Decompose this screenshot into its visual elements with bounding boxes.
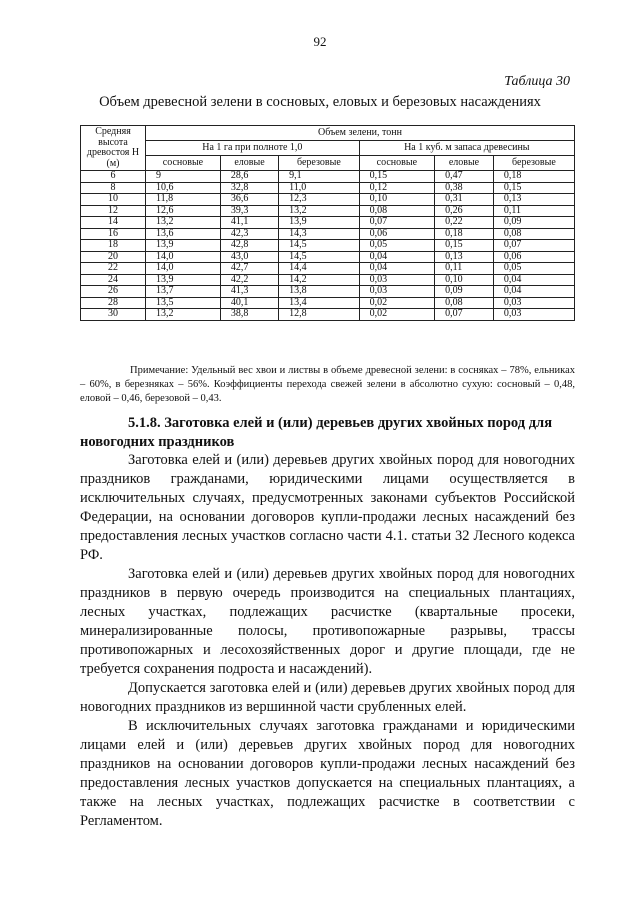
table-title: Объем древесной зелени в сосновых, еловых и березовых насаждениях <box>99 94 541 110</box>
table-cell: 14,3 <box>279 228 359 240</box>
table-cell: 0,03 <box>359 274 434 286</box>
table-cell: 0,18 <box>493 171 574 183</box>
table-cell: 10 <box>81 194 146 206</box>
table-cell: 0,07 <box>359 217 434 229</box>
table-cell: 0,04 <box>359 251 434 263</box>
table-label: Таблица 30 <box>504 74 570 89</box>
table-cell: 14,0 <box>146 251 221 263</box>
table-cell: 0,10 <box>435 274 494 286</box>
table-cell: 14,5 <box>279 240 359 252</box>
table-cell: 14,0 <box>146 263 221 275</box>
table-cell: 12,6 <box>146 205 221 217</box>
table-cell: 13,7 <box>146 286 221 298</box>
table-cell: 0,06 <box>493 251 574 263</box>
table-cell: 42,8 <box>220 240 278 252</box>
page-number: 92 <box>313 34 327 49</box>
table-cell: 10,6 <box>146 182 221 194</box>
table-cell: 42,2 <box>220 274 278 286</box>
subcol-header: сосновые <box>146 156 221 171</box>
table-row <box>81 286 575 298</box>
table-cell: 14,5 <box>279 251 359 263</box>
table-cell: 0,03 <box>493 297 574 309</box>
table-cell: 12,8 <box>279 309 359 321</box>
table-cell: 13,9 <box>146 274 221 286</box>
table-cell: 0,05 <box>359 240 434 252</box>
table-cell: 0,38 <box>435 182 494 194</box>
subcol-header: еловые <box>435 156 494 171</box>
table-cell: 0,03 <box>493 309 574 321</box>
subcol-header: березовые <box>279 156 359 171</box>
table-cell: 0,07 <box>435 309 494 321</box>
table-cell: 42,7 <box>220 263 278 275</box>
col-header-height: Средняя высота древостоя Н (м) <box>81 126 146 171</box>
table-cell: 42,3 <box>220 228 278 240</box>
table-cell: 0,04 <box>493 274 574 286</box>
group-header-per-m3: На 1 куб. м запаса древесины <box>359 141 574 156</box>
table-row <box>81 297 575 309</box>
paragraph: В исключительных случаях заготовка гражданами и юридическими лицами елей и (или) деревьев других хвойных пород для новогодних праздников на основании договоров купли-продажи лесных насаждений без предоставления лесных участков допускается на специальных плантациях, а также на лесных участках, подлежащих расчистке в соответствии с Регламентом. <box>80 718 575 829</box>
table-cell: 24 <box>81 274 146 286</box>
table-cell: 14 <box>81 217 146 229</box>
subcol-header: еловые <box>220 156 278 171</box>
table-cell: 0,13 <box>493 194 574 206</box>
table-cell: 0,15 <box>435 240 494 252</box>
table-row <box>81 194 575 206</box>
table-cell: 0,15 <box>493 182 574 194</box>
table-cell: 28 <box>81 297 146 309</box>
paragraph: Заготовка елей и (или) деревьев других хвойных пород для новогодних праздников в первую очередь производится на специальных плантациях, лесных участках, подлежащих расчистке (квартальные просеки, минерализированные полосы, противопожарные разрывы, трассы противопожарных и лесохозяйственных дорог и другие площади, где не требуется сохранения подроста и насаждений). <box>80 566 575 677</box>
table-cell: 41,1 <box>220 217 278 229</box>
table-cell: 13,8 <box>279 286 359 298</box>
table-cell: 14,4 <box>279 263 359 275</box>
table-cell: 13,2 <box>146 309 221 321</box>
table-cell: 26 <box>81 286 146 298</box>
table-row <box>81 309 575 321</box>
table-cell: 0,18 <box>435 228 494 240</box>
table-cell: 36,6 <box>220 194 278 206</box>
table-cell: 13,2 <box>279 205 359 217</box>
table-cell: 13,9 <box>146 240 221 252</box>
body-text <box>80 451 575 831</box>
table-cell: 0,04 <box>359 263 434 275</box>
table-cell: 13,9 <box>279 217 359 229</box>
table-cell: 11,0 <box>279 182 359 194</box>
table-cell: 16 <box>81 228 146 240</box>
table-cell: 0,03 <box>359 286 434 298</box>
table-cell: 0,09 <box>435 286 494 298</box>
table-cell: 18 <box>81 240 146 252</box>
table-row <box>81 228 575 240</box>
table-cell: 0,07 <box>493 240 574 252</box>
table-cell: 0,12 <box>359 182 434 194</box>
table-cell: 11,8 <box>146 194 221 206</box>
table-cell: 9,1 <box>279 171 359 183</box>
paragraph: Допускается заготовка елей и (или) деревьев других хвойных пород для новогодних праздников из вершинной части срубленных елей. <box>80 680 575 715</box>
table-row <box>81 205 575 217</box>
table-row <box>81 274 575 286</box>
table-cell: 0,47 <box>435 171 494 183</box>
table-cell: 0,08 <box>435 297 494 309</box>
table-cell: 0,06 <box>359 228 434 240</box>
table-row <box>81 182 575 194</box>
group-header-per-ha: На 1 га при полноте 1,0 <box>146 141 360 156</box>
table-cell: 12 <box>81 205 146 217</box>
table-cell: 9 <box>146 171 221 183</box>
subcol-header: сосновые <box>359 156 434 171</box>
table-cell: 0,08 <box>359 205 434 217</box>
table-cell: 0,11 <box>493 205 574 217</box>
table-cell: 12,3 <box>279 194 359 206</box>
table-cell: 0,05 <box>493 263 574 275</box>
table-cell: 0,22 <box>435 217 494 229</box>
table-cell: 32,8 <box>220 182 278 194</box>
table-cell: 14,2 <box>279 274 359 286</box>
table-cell: 8 <box>81 182 146 194</box>
table-note <box>80 364 575 406</box>
subcol-header: березовые <box>493 156 574 171</box>
table-cell: 0,10 <box>359 194 434 206</box>
table-cell: 0,04 <box>493 286 574 298</box>
table-cell: 30 <box>81 309 146 321</box>
table-cell: 13,4 <box>279 297 359 309</box>
table-cell: 0,26 <box>435 205 494 217</box>
table-note-text: Примечание: Удельный вес хвои и листвы в объеме древесной зелени: в сосняках – 78%, ельниках – 60%, в березняках – 56%. Коэффициенты перехода свежей зелени в абсолютно сухую: сосновый – 0,48, еловой – 0,46, березовой – 0,43. <box>80 365 575 404</box>
table-row <box>81 251 575 263</box>
wood-greenery-table <box>80 125 575 321</box>
table-cell: 22 <box>81 263 146 275</box>
table-row <box>81 263 575 275</box>
table-cell: 0,02 <box>359 309 434 321</box>
table-cell: 0,15 <box>359 171 434 183</box>
table-cell: 0,08 <box>493 228 574 240</box>
table-cell: 39,3 <box>220 205 278 217</box>
table-cell: 13,2 <box>146 217 221 229</box>
table-cell: 0,09 <box>493 217 574 229</box>
table-cell: 0,02 <box>359 297 434 309</box>
table-cell: 38,8 <box>220 309 278 321</box>
table-cell: 13,6 <box>146 228 221 240</box>
table-cell: 0,31 <box>435 194 494 206</box>
table-cell: 41,3 <box>220 286 278 298</box>
paragraph: Заготовка елей и (или) деревьев других хвойных пород для новогодних праздников гражданами, юридическими лицами осуществляется в исключительных случаях, предусмотренных законами субъектов Российской Федерации, на основании договоров купли-продажи лесных насаждений без предоставления лесных участков согласно части 4.1. статьи 32 Лесного кодекса РФ. <box>80 452 575 563</box>
table-body <box>81 171 575 321</box>
table-cell: 20 <box>81 251 146 263</box>
table-row <box>81 171 575 183</box>
table-cell: 28,6 <box>220 171 278 183</box>
col-header-volume: Объем зелени, тонн <box>146 126 575 141</box>
section-title: 5.1.8. Заготовка елей и (или) деревьев других хвойных пород для новогодних праздников <box>80 415 553 450</box>
table-cell: 13,5 <box>146 297 221 309</box>
table-row <box>81 217 575 229</box>
table-cell: 40,1 <box>220 297 278 309</box>
table-cell: 0,11 <box>435 263 494 275</box>
table-cell: 6 <box>81 171 146 183</box>
table-row <box>81 240 575 252</box>
table-cell: 0,13 <box>435 251 494 263</box>
table-cell: 43,0 <box>220 251 278 263</box>
